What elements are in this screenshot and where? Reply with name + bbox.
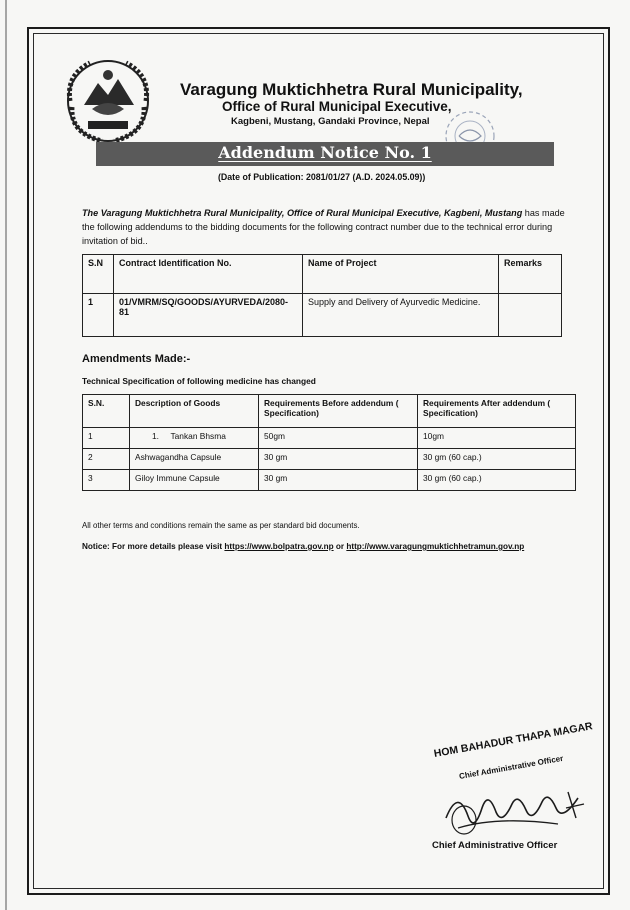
- office-name: Office of Rural Municipal Executive,: [222, 99, 452, 114]
- cell-contract-id: 01/VMRM/SQ/GOODS/AYURVEDA/2080-81: [114, 294, 303, 337]
- terms-note: All other terms and conditions remain the same as per standard bid documents.: [82, 521, 360, 530]
- column-header: Description of Goods: [130, 395, 259, 428]
- notice-title: Addendum Notice No. 1: [218, 143, 432, 162]
- table-row: [83, 470, 576, 491]
- scan-edge: [5, 0, 7, 910]
- column-header: Requirements After addendum ( Specification): [418, 395, 576, 428]
- cell-goods: 1. Tankan Bhsma: [130, 428, 259, 449]
- notice-prefix: Notice: For more details please visit: [82, 542, 225, 551]
- cell-after: 30 gm (60 cap.): [418, 470, 576, 491]
- column-header: S.N: [83, 255, 114, 294]
- column-header: S.N.: [83, 395, 130, 428]
- column-header: Remarks: [499, 255, 562, 294]
- municipality-emblem-logo: [62, 55, 154, 147]
- cell-after: 30 gm (60 cap.): [418, 449, 576, 470]
- municipality-website-link[interactable]: http://www.varagungmuktichhetramun.gov.np: [346, 542, 525, 551]
- cell-after: 10gm: [418, 428, 576, 449]
- officer-title-stamp: Chief Administrative Officer: [458, 753, 564, 781]
- table-row: [83, 449, 576, 470]
- publication-date: (Date of Publication: 2081/01/27 (A.D. 2024.05.09)): [218, 172, 426, 182]
- cell-goods: Ashwagandha Capsule: [130, 449, 259, 470]
- office-address: Kagbeni, Mustang, Gandaki Province, Nepal: [231, 116, 430, 127]
- cell-before: 30 gm: [259, 449, 418, 470]
- handwritten-signature: [438, 778, 588, 848]
- contract-table: [82, 254, 562, 337]
- column-header: Name of Project: [303, 255, 499, 294]
- amendments-heading: Amendments Made:-: [82, 353, 191, 365]
- officer-name-stamp: HOM BAHADUR THAPA MAGAR: [432, 720, 594, 760]
- intro-paragraph: [82, 206, 570, 248]
- cell-before: 30 gm: [259, 470, 418, 491]
- notice-or: or: [333, 542, 347, 551]
- cell-sn: 2: [83, 449, 130, 470]
- cell-sn: 3: [83, 470, 130, 491]
- spec-heading: Technical Specification of following medicine has changed: [82, 376, 316, 386]
- cell-before: 50gm: [259, 428, 418, 449]
- column-header: Contract Identification No.: [114, 255, 303, 294]
- signatory-role: Chief Administrative Officer: [432, 840, 558, 851]
- cell-goods: Giloy Immune Capsule: [130, 470, 259, 491]
- table-header-row: [83, 255, 562, 294]
- notice-title-banner: [96, 142, 554, 166]
- notice-line: [82, 542, 524, 551]
- intro-text: has made the following addendums to the bidding documents for the following contract number due to the technical error during invitation of bid..: [82, 208, 565, 246]
- cell-sn: 1: [83, 294, 114, 337]
- bolpatra-link[interactable]: https://www.bolpatra.gov.np: [224, 542, 334, 551]
- municipality-name: Varagung Muktichhetra Rural Municipality,: [180, 80, 523, 99]
- cell-sn: 1: [83, 428, 130, 449]
- table-row: [83, 294, 562, 337]
- column-header: Requirements Before addendum ( Specification): [259, 395, 418, 428]
- cell-project-name: Supply and Delivery of Ayurvedic Medicine.: [303, 294, 499, 337]
- table-row: [83, 428, 576, 449]
- specification-table: [82, 394, 576, 491]
- table-header-row: [83, 395, 576, 428]
- intro-lead: The Varagung Muktichhetra Rural Municipality, Office of Rural Municipal Executive, Kagbeni, Mustang: [82, 208, 523, 218]
- cell-remarks: [499, 294, 562, 337]
